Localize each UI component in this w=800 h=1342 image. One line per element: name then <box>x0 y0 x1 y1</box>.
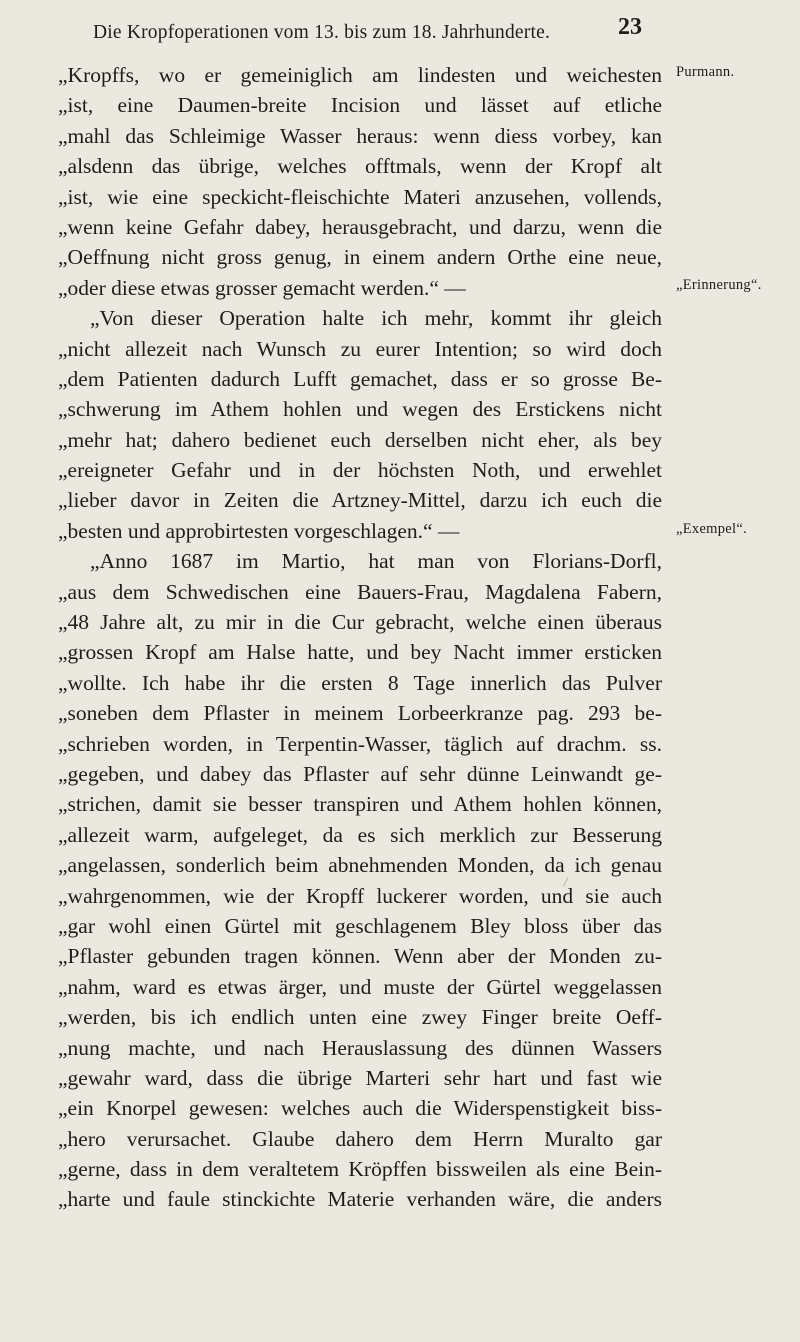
text-line: „ist, eine Daumen-breite Incision und lässet auf etliche <box>58 93 662 118</box>
margin-note-erinnerung: „Erinnerung“. <box>676 277 762 293</box>
running-title: Die Kropfoperationen vom 13. bis zum 18. Jahrhunderte. <box>93 22 551 43</box>
text-line: „ein Knorpel gewesen: welches auch die Widerspenstigkeit biss- <box>58 1096 662 1121</box>
text-line: „Anno 1687 im Martio, hat man von Florians-Dorfl, <box>90 549 662 574</box>
page-number: 23 <box>618 14 642 40</box>
text-line: „werden, bis ich endlich unten eine zwey Finger breite Oeff- <box>58 1005 662 1030</box>
text-line: „hero verursachet. Glaube dahero dem Herrn Muralto gar <box>58 1126 662 1151</box>
text-line: „mahl das Schleimige Wasser heraus: wenn diess vorbey, kan <box>58 123 662 148</box>
text-line: „Pflaster gebunden tragen können. Wenn aber der Monden zu- <box>58 944 662 969</box>
text-line: „wahrgenommen, wie der Kropff luckerer worden, und sie auch <box>58 883 662 908</box>
text-line: „gar wohl einen Gürtel mit geschlagenem Bley bloss über das <box>58 913 662 938</box>
text-line: „schwerung im Athem hohlen und wegen des Erstickens nicht <box>58 397 662 422</box>
text-line: „aus dem Schwedischen eine Bauers-Frau, Magdalena Fabern, <box>58 579 662 604</box>
text-line: „gerne, dass in dem veraltetem Kröpffen bissweilen als eine Bein- <box>58 1157 662 1182</box>
text-line: „nahm, ward es etwas ärger, und muste der Gürtel weggelassen <box>58 974 662 999</box>
text-line: „angelassen, sonderlich beim abnehmenden Monden, da ich genau <box>58 853 662 878</box>
text-line: „dem Patienten dadurch Lufft gemachet, dass er so grosse Be- <box>58 366 662 391</box>
text-line: „nung machte, und nach Herauslassung des dünnen Wassers <box>58 1035 662 1060</box>
body-text <box>58 60 662 1215</box>
text-line: „harte und faule stinckichte Materie verhanden wäre, die anders <box>58 1187 662 1212</box>
text-line: „nicht allezeit nach Wunsch zu eurer Intention; so wird doch <box>58 336 662 361</box>
text-line: „schrieben worden, in Terpentin-Wasser, täglich auf drachm. ss. <box>58 731 662 756</box>
text-line: „oder diese etwas grosser gemacht werden.“ — <box>58 275 466 300</box>
text-line: „gewahr ward, dass die übrige Marteri sehr hart und fast wie <box>58 1065 662 1090</box>
text-line: „allezeit warm, aufgeleget, da es sich merklich zur Besserung <box>58 822 662 847</box>
text-line: „soneben dem Pflaster in meinem Lorbeerkranze pag. 293 be- <box>58 701 662 726</box>
text-line: „mehr hat; dahero bedienet euch derselben nicht eher, als bey <box>58 427 662 452</box>
text-line: „wenn keine Gefahr dabey, herausgebracht, und darzu, wenn die <box>58 214 662 239</box>
text-line: „ereigneter Gefahr und in der höchsten Noth, und erwehlet <box>58 458 662 483</box>
text-line: „Kropffs, wo er gemeiniglich am lindesten und weichesten <box>58 63 662 87</box>
margin-note-exempel: „Exempel“. <box>676 521 748 537</box>
text-line: „wollte. Ich habe ihr die ersten 8 Tage innerlich das Pulver <box>58 670 662 695</box>
text-line: „besten und approbirtesten vorgeschlagen.“ — <box>58 518 460 543</box>
text-line: „grossen Kropf am Halse hatte, und bey Nacht immer ersticken <box>58 640 662 665</box>
margin-note-purmann: Purmann. <box>676 64 735 80</box>
text-line: „48 Jahre alt, zu mir in die Cur gebracht, welche einen überaus <box>58 610 662 635</box>
text-line: „ist, wie eine speckicht-fleischichte Materi anzusehen, vollends, <box>58 184 662 209</box>
text-line: „strichen, damit sie besser transpiren und Athem hohlen können, <box>58 792 662 817</box>
text-line: „gegeben, und dabey das Pflaster auf sehr dünne Leinwandt ge- <box>58 761 662 786</box>
text-line: „Von dieser Operation halte ich mehr, kommt ihr gleich <box>90 306 662 331</box>
text-line: „alsdenn das übrige, welches offtmals, wenn der Kropf alt <box>58 154 662 179</box>
text-line: „lieber davor in Zeiten die Artzney-Mittel, darzu ich euch die <box>58 488 662 513</box>
text-line: „Oeffnung nicht gross genug, in einem andern Orthe eine neue, <box>58 245 662 270</box>
